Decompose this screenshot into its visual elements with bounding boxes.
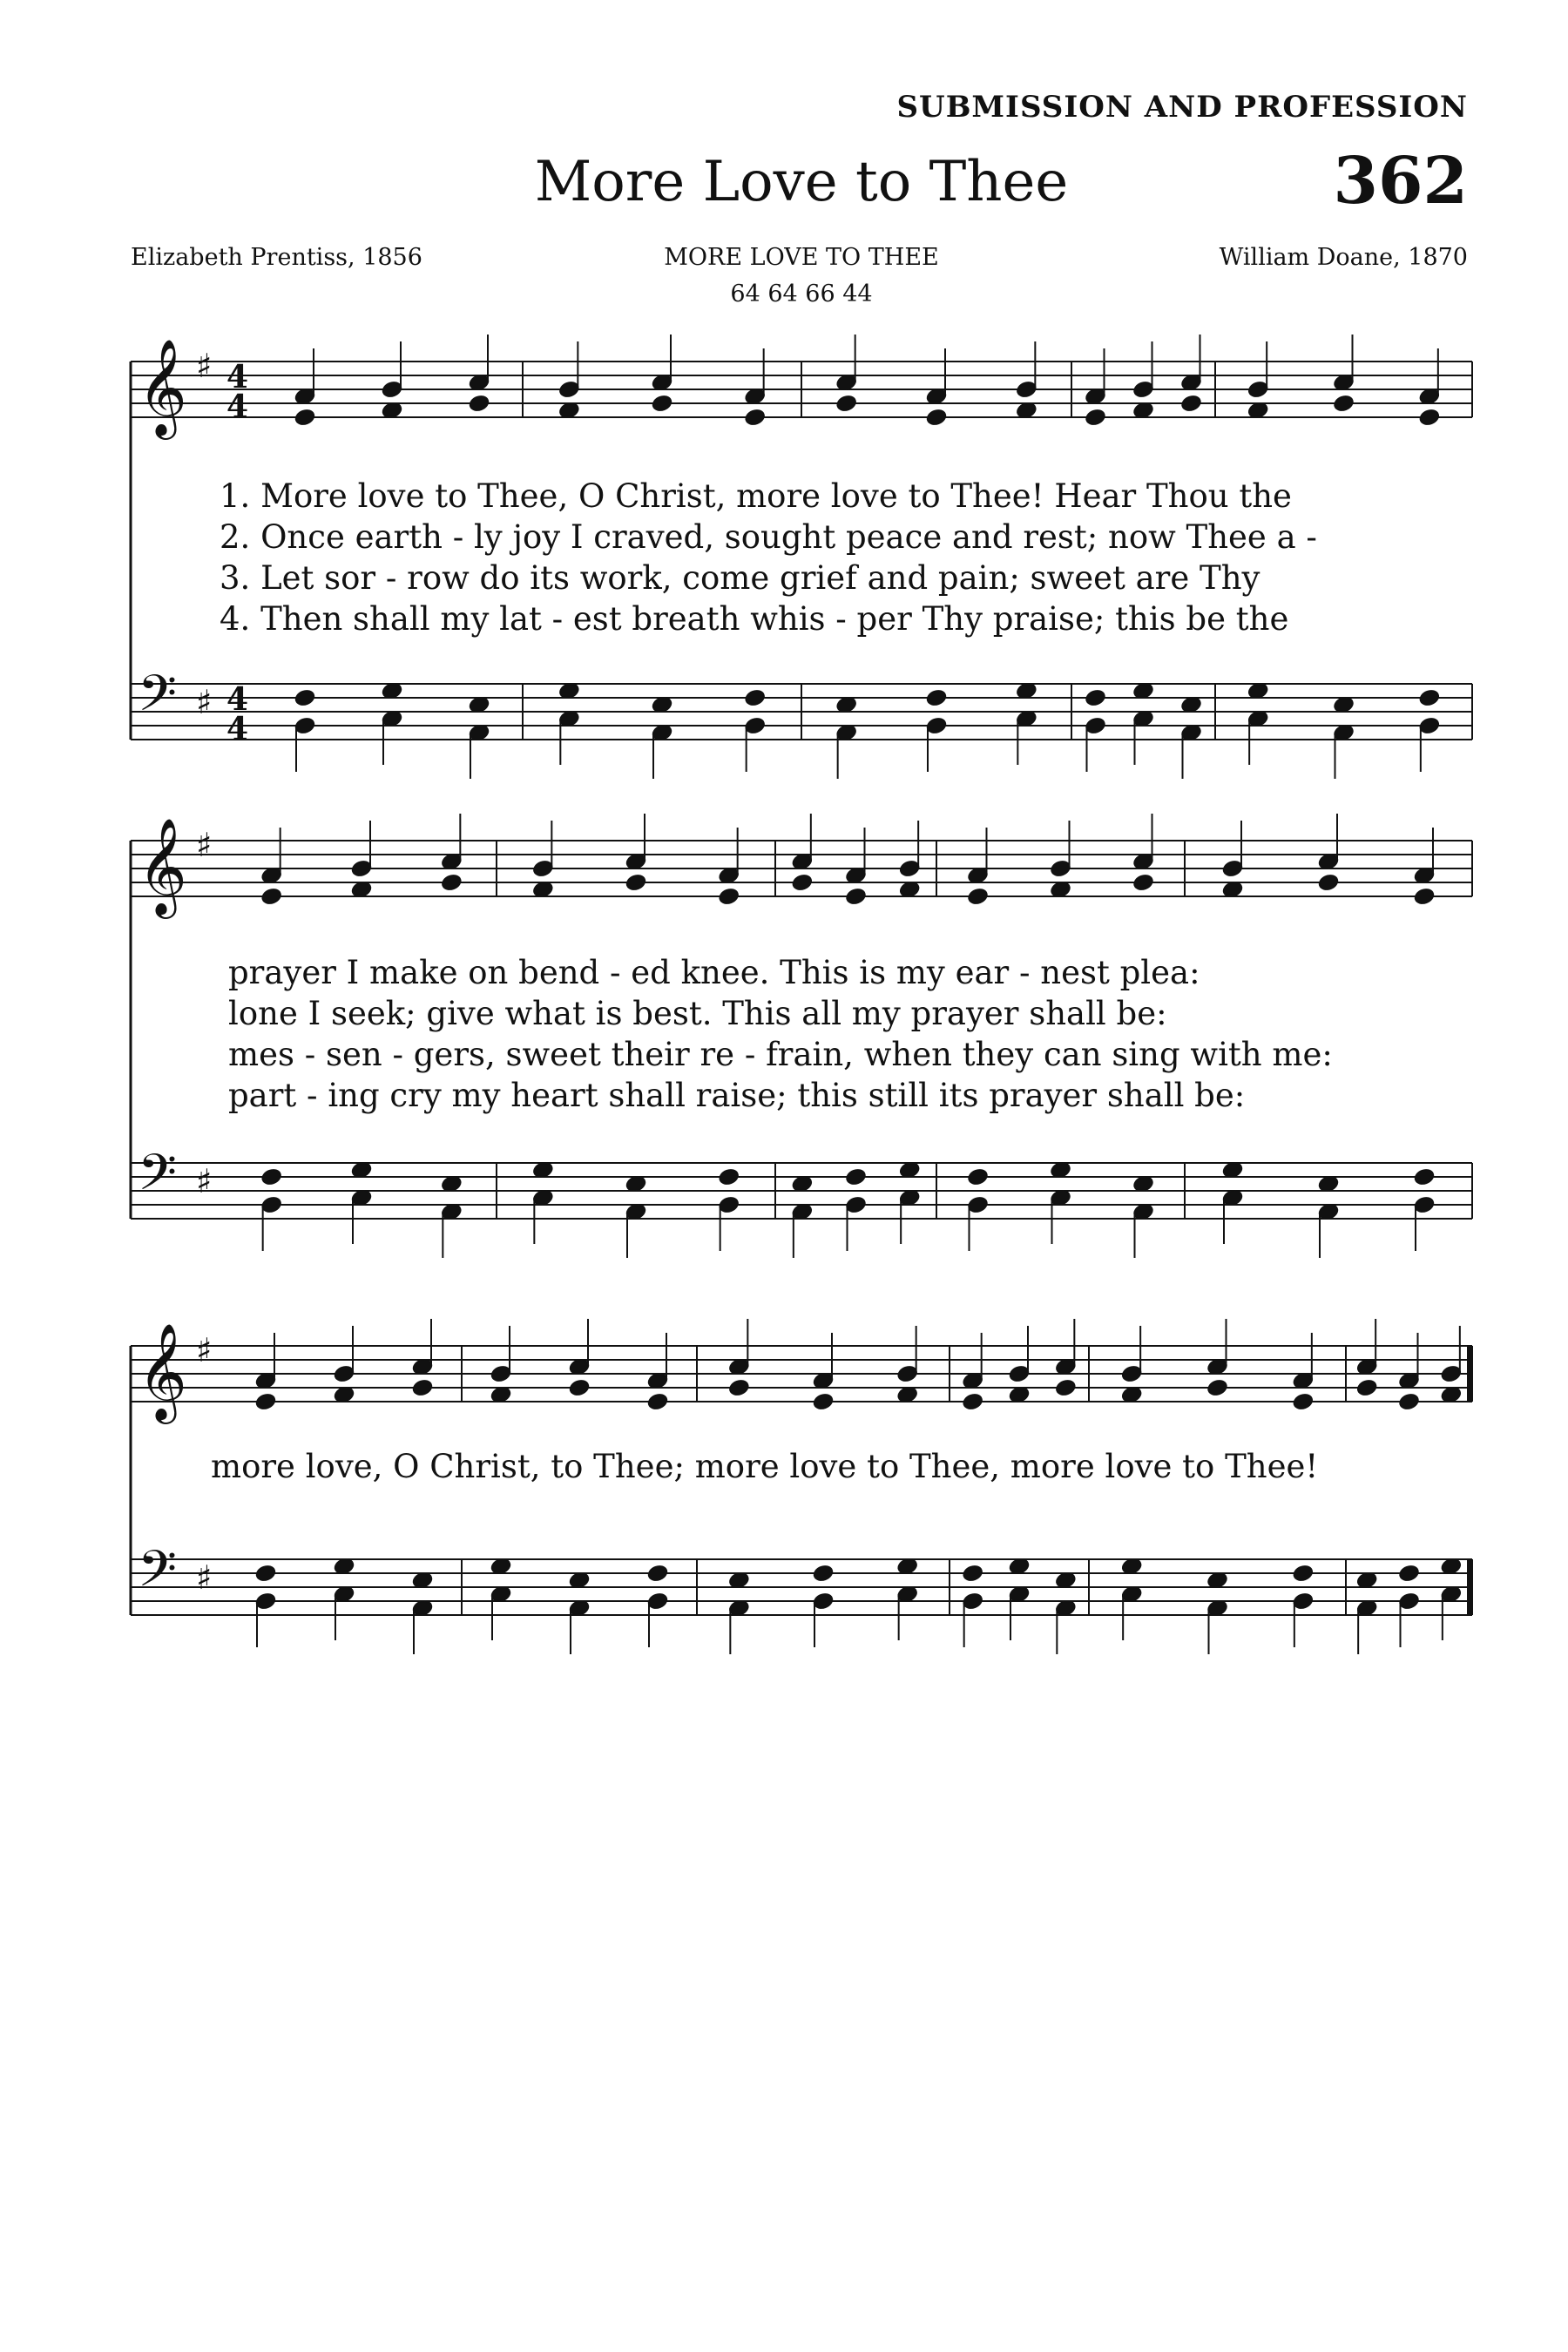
hymn-title: More Love to Thee bbox=[534, 150, 1069, 214]
note-head bbox=[925, 688, 948, 708]
meter: 64 64 66 44 bbox=[730, 280, 873, 308]
sharp-icon: ♯ bbox=[196, 1558, 213, 1597]
lyric-line-s1-v1: 1. More love to Thee, O Christ, more love to Thee! Hear Thou the bbox=[220, 477, 1292, 515]
note-head bbox=[294, 688, 316, 708]
lyric-line-s1-v3: 3. Let sor - row do its work, come grief and pain; sweet are Thy bbox=[220, 559, 1260, 597]
note-head bbox=[1292, 1564, 1315, 1584]
note-head bbox=[254, 1564, 277, 1584]
time-signature: 4 bbox=[226, 711, 249, 747]
note-head bbox=[254, 1392, 277, 1412]
note-head bbox=[718, 887, 740, 907]
lyric-line-s2-v1: prayer I make on bend - ed knee. This is my ear - nest plea: bbox=[228, 954, 1200, 991]
note-head bbox=[1084, 408, 1106, 428]
note-head bbox=[411, 1378, 434, 1398]
note-head bbox=[440, 873, 463, 893]
sharp-icon: ♯ bbox=[196, 347, 213, 385]
note-head bbox=[962, 1392, 984, 1412]
note-head bbox=[812, 1392, 835, 1412]
time-signature: 4 bbox=[226, 359, 249, 395]
music-credit: William Doane, 1870 bbox=[1219, 244, 1468, 271]
note-head bbox=[812, 1564, 835, 1584]
lyric-line-s3-v1: more love, O Christ, to Thee; more love to Thee, more love to Thee! bbox=[211, 1448, 1319, 1485]
treble-clef-icon: 𝄞 bbox=[138, 338, 187, 436]
words-credit: Elizabeth Prentiss, 1856 bbox=[131, 244, 422, 271]
section-label: SUBMISSION AND PROFESSION bbox=[896, 90, 1468, 125]
final-barline bbox=[1467, 1346, 1472, 1402]
lyric-line-s1-v4: 4. Then shall my lat - est breath whis - per Thy praise; this be the bbox=[220, 600, 1289, 638]
time-signature: 4 bbox=[226, 389, 249, 425]
note-head bbox=[925, 408, 948, 428]
bass-clef-icon: 𝄢 bbox=[138, 664, 178, 735]
note-head bbox=[1413, 887, 1436, 907]
time-signature: 4 bbox=[226, 681, 249, 718]
note-head bbox=[260, 1167, 283, 1187]
note-head bbox=[1355, 1378, 1378, 1398]
lyric-line-s2-v2: lone I seek; give what is best. This all my prayer shall be: bbox=[228, 995, 1167, 1032]
sharp-icon: ♯ bbox=[196, 1162, 213, 1200]
note-head bbox=[625, 873, 647, 893]
note-head bbox=[1397, 1392, 1420, 1412]
note-head bbox=[646, 1392, 669, 1412]
lyric-line-s2-v4: part - ing cry my heart shall raise; this still its prayer shall be: bbox=[228, 1077, 1246, 1114]
hymn-number: 362 bbox=[1333, 144, 1468, 219]
note-head bbox=[744, 408, 767, 428]
sharp-icon: ♯ bbox=[196, 826, 213, 864]
note-head bbox=[844, 887, 867, 907]
note-head bbox=[1292, 1392, 1315, 1412]
note-head bbox=[718, 1167, 740, 1187]
note-head bbox=[966, 887, 989, 907]
note-head bbox=[1413, 1167, 1436, 1187]
note-head bbox=[260, 887, 283, 907]
note-head bbox=[646, 1564, 669, 1584]
lyric-line-s1-v2: 2. Once earth - ly joy I craved, sought peace and rest; now Thee a - bbox=[220, 518, 1317, 556]
note-head bbox=[966, 1167, 989, 1187]
note-head bbox=[468, 394, 490, 414]
note-head bbox=[1397, 1564, 1420, 1584]
note-head bbox=[962, 1564, 984, 1584]
note-head bbox=[835, 394, 858, 414]
treble-clef-icon: 𝄞 bbox=[138, 817, 187, 915]
note-head bbox=[568, 1378, 591, 1398]
note-head bbox=[744, 688, 767, 708]
note-head bbox=[1132, 873, 1154, 893]
note-head bbox=[1332, 394, 1355, 414]
bass-clef-icon: 𝄢 bbox=[138, 1539, 178, 1611]
note-head bbox=[1418, 408, 1441, 428]
bass-clef-icon: 𝄢 bbox=[138, 1143, 178, 1214]
lyric-line-s2-v3: mes - sen - gers, sweet their re - frain, when they can sing with me: bbox=[228, 1036, 1333, 1073]
sharp-icon: ♯ bbox=[196, 683, 213, 721]
note-head bbox=[844, 1167, 867, 1187]
final-barline bbox=[1467, 1559, 1472, 1615]
note-head bbox=[651, 394, 673, 414]
sharp-icon: ♯ bbox=[196, 1331, 213, 1369]
note-head bbox=[727, 1378, 750, 1398]
note-head bbox=[1317, 873, 1340, 893]
note-head bbox=[791, 873, 814, 893]
note-head bbox=[1179, 394, 1202, 414]
note-head bbox=[1418, 688, 1441, 708]
note-head bbox=[1084, 688, 1106, 708]
treble-clef-icon: 𝄞 bbox=[138, 1322, 187, 1420]
tune-name: MORE LOVE TO THEE bbox=[664, 244, 939, 271]
note-head bbox=[294, 408, 316, 428]
note-head bbox=[1206, 1378, 1228, 1398]
note-head bbox=[1054, 1378, 1077, 1398]
